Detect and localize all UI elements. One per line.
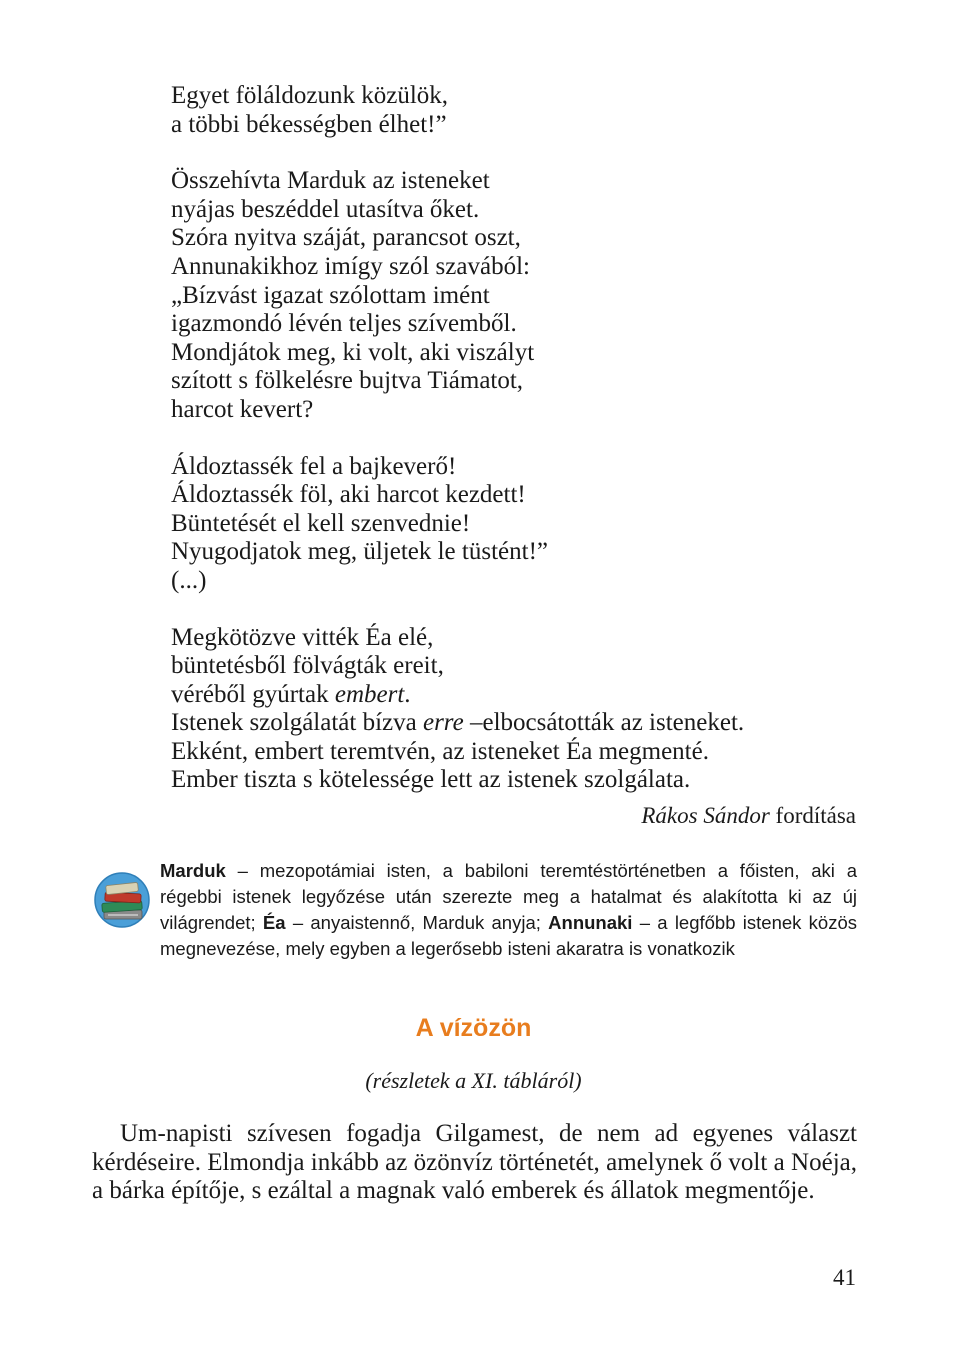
glossary-definition: – anyaistennő, Marduk anyja; <box>285 912 549 933</box>
poem-stanza-2 <box>171 167 871 424</box>
section-subtitle: (részletek a XI. tábláról) <box>365 1068 582 1093</box>
poem-line: Egyet föláldozunk közülök, <box>171 82 449 109</box>
poem-line <box>171 709 871 738</box>
prose-paragraph <box>92 1120 857 1206</box>
poem-line: Ekként, embert teremtvén, az isteneket Éa megmenté. <box>171 737 709 765</box>
poem-line: Áldoztassék fel a bajkeverő! <box>171 452 457 480</box>
poem-stanza-1 <box>171 82 871 139</box>
poem-line: büntetésből fölvágták ereit, <box>171 652 444 680</box>
poem-line: (...) <box>171 566 207 594</box>
prose-text: Um-napisti szívesen fogadja Gilgamest, de nem ad egyenes választ kérdéseire. Elmondja inkább az özönvíz történetét, amelynek ő volt a Noéja, a bárka építője, s ezáltal a magnak való emberek és állatok megmentője. <box>92 1120 857 1205</box>
poem-emphasis: embert <box>334 680 405 708</box>
poem-emphasis: erre <box>422 709 464 737</box>
poem-text: véréből gyúrtak <box>171 680 335 708</box>
poem-line: Szóra nyitva száját, parancsot oszt, <box>171 224 521 252</box>
poem-line: Összehívta Marduk az isteneket <box>171 167 490 195</box>
poem-line: a többi békességben élhet!” <box>171 110 447 138</box>
translator-name: Rákos Sándor <box>641 803 770 828</box>
poem-text: . <box>404 680 411 708</box>
poem-line: Annunakikhoz imígy szól szavából: <box>171 252 530 280</box>
poem-line: Nyugodjatok meg, üljetek le tüstént!” <box>171 538 548 566</box>
translator-attribution <box>641 803 856 829</box>
poem-line: igazmondó lévén teljes szívemből. <box>171 310 517 338</box>
poem-line: Áldoztassék föl, aki harcot kezdett! <box>171 481 526 509</box>
glossary-definition: – mezopotámiai isten, a babiloni teremtéstörténetben a főisten, aki a régebbi istenek legyőzése után szerezte meg a hatalmat és alakította ki az új világrendet; <box>160 860 857 933</box>
poem-line: szított s fölkelésre bujtva Tiámatot, <box>171 367 524 395</box>
poem-text: Istenek szolgálatát bízva <box>171 709 423 737</box>
poem-line: Ember tiszta s kötelessége lett az istenek szolgálata. <box>171 766 691 794</box>
attribution-suffix: fordítása <box>769 803 856 828</box>
poem-line: Mondjátok meg, ki volt, aki viszályt <box>171 338 535 366</box>
page-number: 41 <box>833 1265 856 1290</box>
glossary-term: Marduk <box>160 860 226 881</box>
section-title: A vízözön <box>415 1014 532 1042</box>
poem-text: –elbocsátották az isteneket. <box>463 709 745 737</box>
glossary-term: Annunaki <box>548 912 633 933</box>
poem-line: Megkötözve vitték Éa elé, <box>171 623 434 651</box>
poem-line: Büntetését el kell szenvednie! <box>171 509 471 537</box>
glossary-term: Éa <box>262 912 286 933</box>
poem-line: „Bízvást igazat szólottam imént <box>171 281 490 309</box>
poem-line: nyájas beszéddel utasítva őket. <box>171 195 480 223</box>
poem-stanza-3 <box>171 453 871 596</box>
books-icon <box>92 860 154 938</box>
poem-stanza-4 <box>171 624 871 796</box>
poem-line <box>171 681 871 710</box>
poem-line: harcot kevert? <box>171 395 314 423</box>
glossary-note <box>92 858 857 962</box>
glossary-definition: – a legfőbb istenek közös megnevezése, mely egyben a legerősebb isteni akaratra is vonatkozik <box>160 912 857 959</box>
poem <box>171 82 871 823</box>
